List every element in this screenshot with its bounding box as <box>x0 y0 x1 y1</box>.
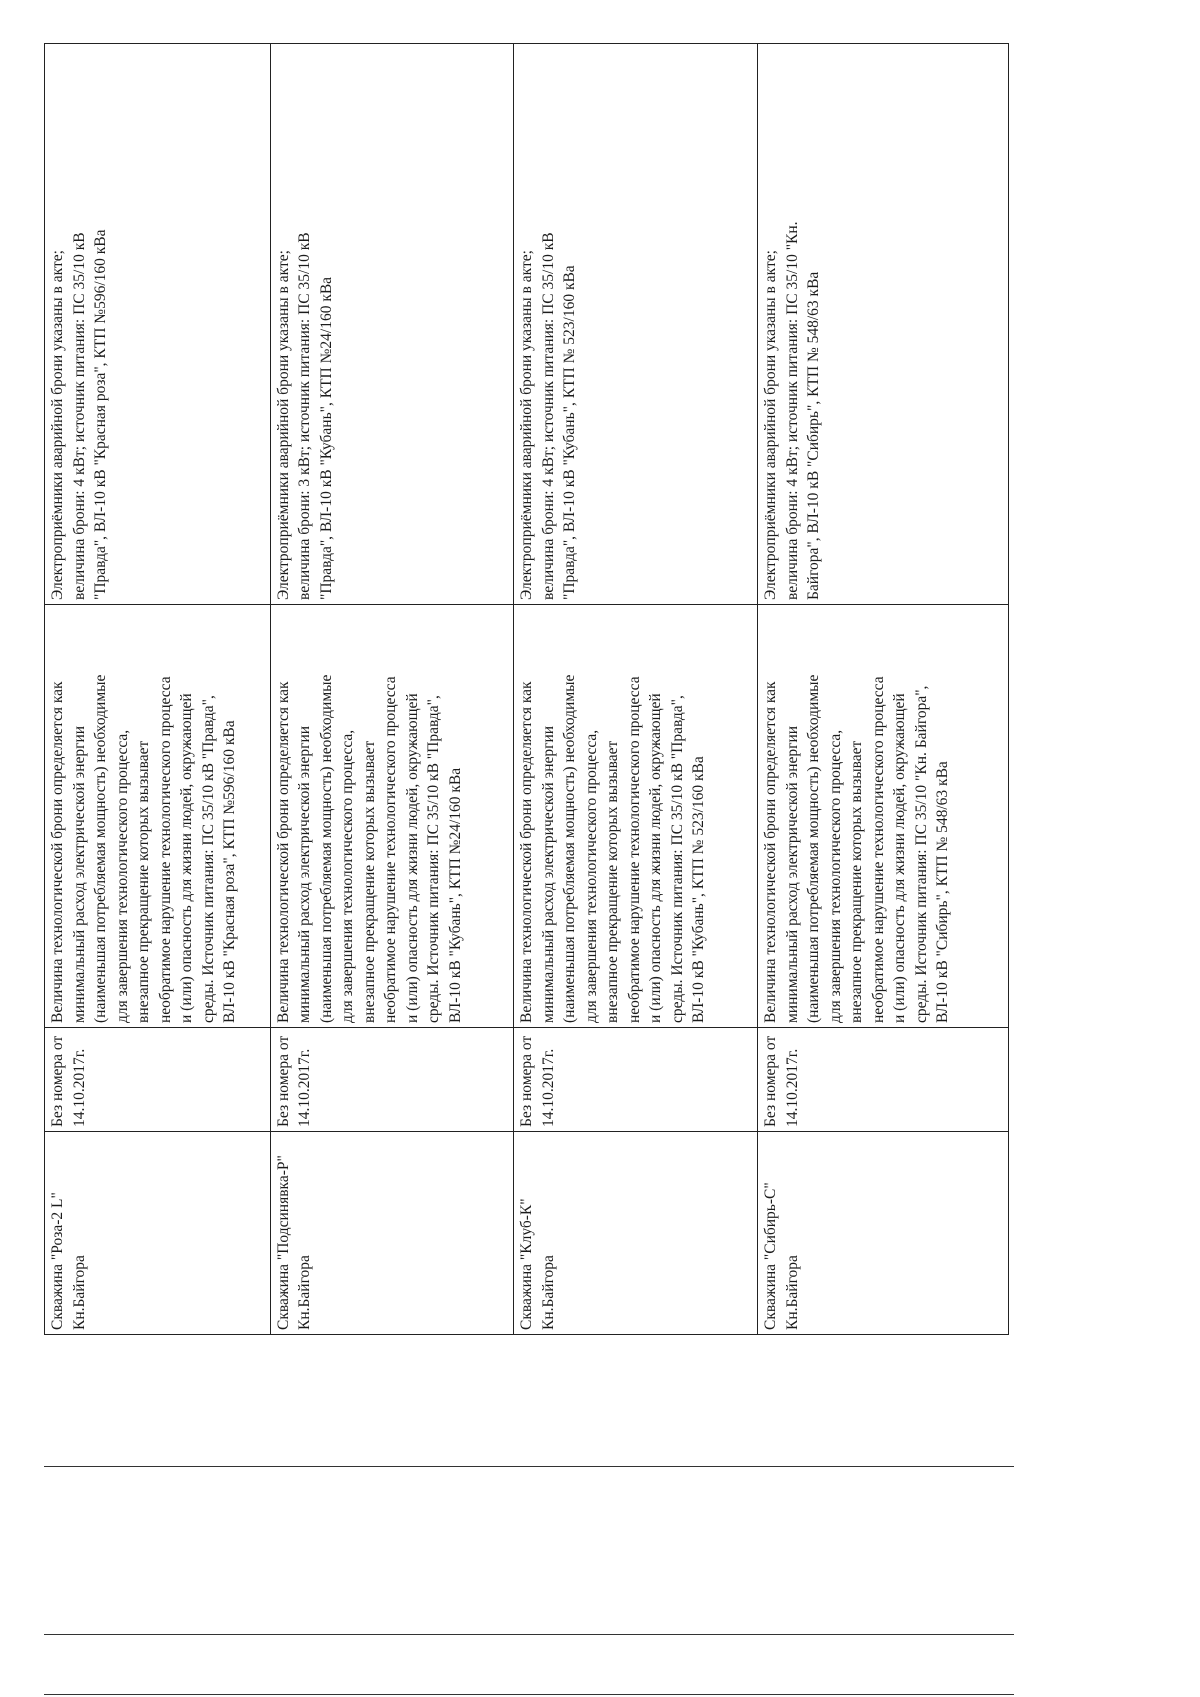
emergency-line: Байгора", ВЛ-10 кВ "Сибирь", КТП № 548/63 кВа <box>805 271 823 600</box>
tech-line: внезапное прекращение которых вызывает <box>360 740 378 1023</box>
emergency-line: "Правда", ВЛ-10 кВ "Красная роза", КТП №596/160 кВа <box>92 229 109 600</box>
tech-line: среды. Источник питания: ПС 35/10 кВ "Правда", <box>668 695 686 1023</box>
emergency-line: величина брони: 4 кВт; источник питания: ПС 35/10 кВ <box>70 232 88 600</box>
act-cell <box>758 1028 1009 1132</box>
object-name: Скважина "Сибирь-С" <box>762 1182 780 1330</box>
tech-line: Величина технологической брони определяется как <box>762 681 780 1023</box>
emergency-line: "Правда", ВЛ-10 кВ "Кубань", КТП № 523/160 кВа <box>561 265 579 600</box>
object-name: Скважина "Клуб-К" <box>518 1198 536 1330</box>
tech-line: ВЛ-10 кВ "Кубань", КТП № 523/160 кВа <box>690 756 708 1023</box>
emergency-line: Электроприёмники аварийной брони указаны в акте; <box>762 250 780 600</box>
emergency-line: "Правда", ВЛ-10 кВ "Кубань", КТП №24/160 кВа <box>317 276 335 600</box>
tech-line: необратимое нарушение технологического процесса <box>869 676 887 1023</box>
object-cell <box>270 1132 514 1335</box>
tech-line: минимальный расход электрической энергии <box>783 725 801 1023</box>
emergency-line: Электроприёмники аварийной брони указаны в акте; <box>518 250 536 600</box>
tech-line: необратимое нарушение технологического процесса <box>625 676 643 1023</box>
tech-line: и (или) опасность для жизни людей, окружающей <box>647 693 665 1023</box>
object-cell <box>758 1132 1009 1335</box>
object-location: Кн.Байгора <box>70 1255 88 1330</box>
emergency-line: Электроприёмники аварийной брони указаны в акте; <box>274 250 292 600</box>
object-cell <box>45 1132 271 1335</box>
tech-line: ВЛ-10 кВ "Сибирь", КТП № 548/63 кВа <box>934 761 952 1023</box>
emergency-line: величина брони: 3 кВт; источник питания: ПС 35/10 кВ <box>296 232 314 600</box>
tech-line: Величина технологической брони определяется как <box>274 681 292 1023</box>
tech-line: ВЛ-10 кВ "Кубань", КТП №24/160 кВа <box>446 767 464 1023</box>
emergency-line: величина брони: 4 кВт; источник питания: ПС 35/10 "Кн. <box>783 221 801 600</box>
table-separator-line <box>44 1634 1014 1635</box>
tech-line: для завершения технологического процесса, <box>339 729 357 1023</box>
tech-line: и (или) опасность для жизни людей, окружающей <box>178 693 195 1023</box>
emergency-reserve-cell <box>758 44 1009 605</box>
tech-line: (наименьшая потребляемая мощность) необходимые <box>317 674 335 1023</box>
tech-line: для завершения технологического процесса, <box>582 729 600 1023</box>
emergency-line: Электроприёмники аварийной брони указаны в акте; <box>49 250 66 600</box>
object-name: Скважина "Роза-2 L" <box>49 1192 66 1330</box>
table-row <box>514 44 758 1335</box>
reservation-table <box>44 43 1009 1335</box>
table-separator-line <box>44 1466 1014 1467</box>
technological-reserve-cell <box>45 605 271 1028</box>
tech-line: внезапное прекращение которых вызывает <box>848 740 866 1023</box>
object-location: Кн.Байгора <box>539 1255 557 1330</box>
act-text: Без номера от 14.10.2017г. <box>49 1035 88 1127</box>
table-row <box>45 44 271 1335</box>
act-text: Без номера от 14.10.2017г. <box>762 1035 801 1127</box>
tech-line: Величина технологической брони определяется как <box>49 681 66 1023</box>
emergency-line: величина брони: 4 кВт; источник питания: ПС 35/10 кВ <box>539 232 557 600</box>
technological-reserve-cell <box>270 605 514 1028</box>
tech-line: минимальный расход электрической энергии <box>539 725 557 1023</box>
act-text: Без номера от 14.10.2017г. <box>518 1035 557 1127</box>
emergency-reserve-cell <box>270 44 514 605</box>
tech-line: (наименьшая потребляемая мощность) необходимые <box>561 674 579 1023</box>
object-cell <box>514 1132 758 1335</box>
tech-line: ВЛ-10 кВ "Красная роза", КТП №596/160 кВа <box>221 720 238 1023</box>
act-cell <box>270 1028 514 1132</box>
technological-reserve-cell <box>758 605 1009 1028</box>
act-text: Без номера от 14.10.2017г. <box>274 1035 314 1127</box>
tech-line: среды. Источник питания: ПС 35/10 кВ "Правда", <box>425 695 443 1023</box>
tech-line: внезапное прекращение которых вызывает <box>604 740 622 1023</box>
tech-line: необратимое нарушение технологического процесса <box>382 676 400 1023</box>
object-name: Скважина "Подсинявка-Р" <box>274 1155 292 1330</box>
tech-line: минимальный расход электрической энергии <box>296 725 314 1023</box>
tech-line: среды. Источник питания: ПС 35/10 кВ "Правда", <box>199 695 217 1023</box>
tech-line: Величина технологической брони определяется как <box>518 681 536 1023</box>
tech-line: для завершения технологического процесса, <box>113 729 131 1023</box>
act-cell <box>45 1028 271 1132</box>
table-row <box>758 44 1009 1335</box>
table-separator-line <box>44 1694 1014 1695</box>
tech-line: (наименьшая потребляемая мощность) необходимые <box>805 674 823 1023</box>
object-location: Кн.Байгора <box>783 1255 801 1330</box>
emergency-reserve-cell <box>514 44 758 605</box>
object-location: Кн.Байгора <box>296 1255 314 1330</box>
table-row <box>270 44 514 1335</box>
tech-line: и (или) опасность для жизни людей, окружающей <box>403 693 421 1023</box>
tech-line: минимальный расход электрической энергии <box>70 725 88 1023</box>
tech-line: внезапное прекращение которых вызывает <box>135 740 152 1023</box>
tech-line: необратимое нарушение технологического процесса <box>156 676 174 1023</box>
tech-line: (наименьшая потребляемая мощность) необходимые <box>92 674 109 1023</box>
act-cell <box>514 1028 758 1132</box>
emergency-reserve-cell <box>45 44 271 605</box>
tech-line: для завершения технологического процесса, <box>826 729 844 1023</box>
technological-reserve-cell <box>514 605 758 1028</box>
tech-line: и (или) опасность для жизни людей, окружающей <box>891 693 909 1023</box>
tech-line: среды. Источник питания: ПС 35/10 "Кн. Байгора", <box>912 685 930 1023</box>
